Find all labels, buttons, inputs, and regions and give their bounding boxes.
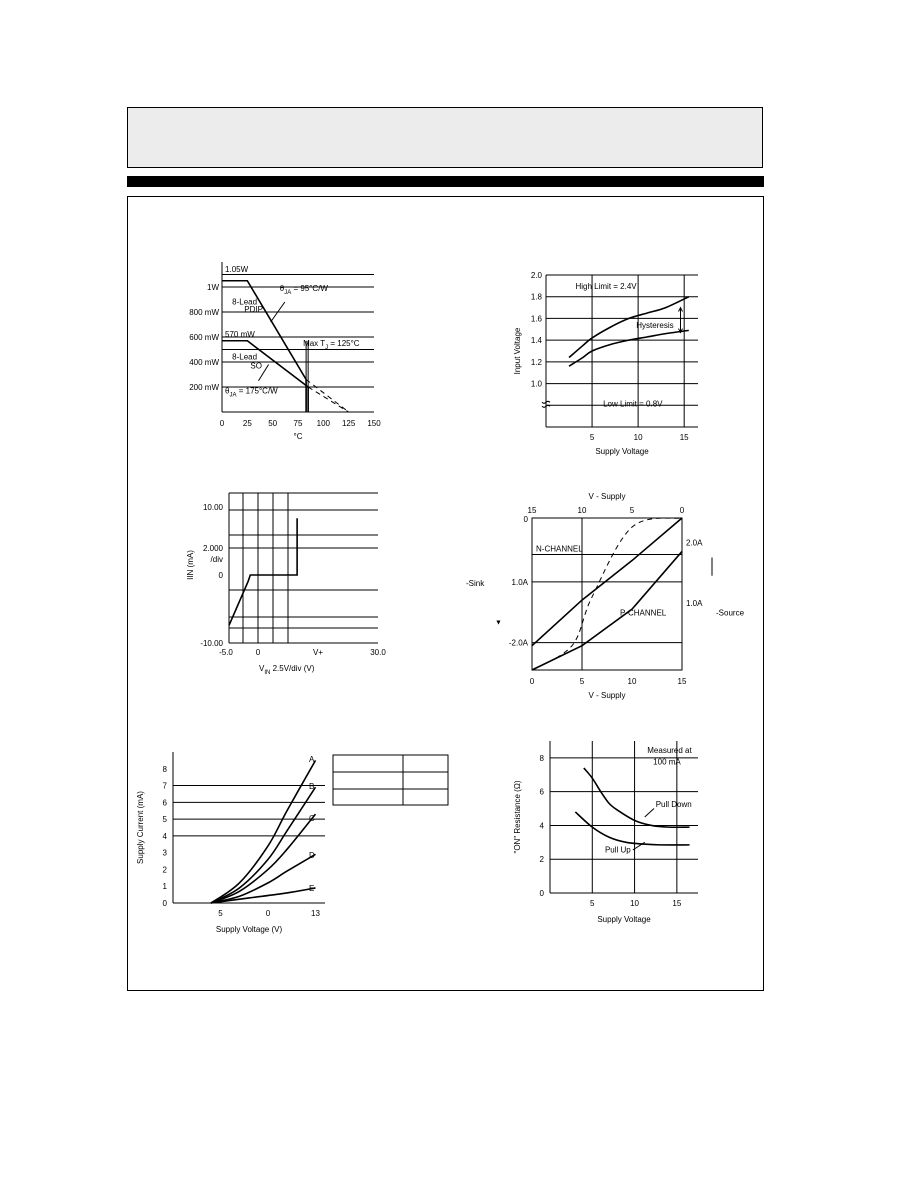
input-threshold-curve-lower: [569, 330, 689, 366]
annotation-8-lead-pdip: 8-Lead: [232, 297, 258, 307]
supply-current-x-tick: 5: [218, 909, 223, 918]
power-derating-y-tick: 1W: [207, 283, 219, 292]
annotation-so: SO: [250, 361, 262, 371]
power-derating-x-tick: 25: [242, 419, 252, 428]
supply-current-y-tick: 7: [162, 781, 167, 791]
on-resistance-y-tick: 8: [539, 753, 544, 763]
output-current-x2-label: V - Supply: [588, 492, 626, 501]
on-resistance-x-label: Supply Voltage: [597, 915, 651, 924]
power-derating-x-tick: 75: [293, 419, 303, 428]
supply-current-curve-C: [211, 814, 316, 903]
input-current-y-label: IIN (mA): [186, 550, 195, 580]
output-current-x2-tick: 0: [679, 506, 685, 515]
annotation-570mw: 570 mW: [225, 330, 255, 339]
input-threshold-annotation: Hysteresis: [636, 321, 674, 331]
output-current-x2-tick: 10: [577, 506, 587, 515]
supply-current-y-tick: 1: [162, 882, 167, 892]
power-derating-curve: [222, 341, 308, 412]
output-current-dashed-curve: [532, 518, 682, 670]
on-resistance-x-tick: 15: [672, 899, 682, 908]
input-current-x-tick: 0: [255, 648, 261, 657]
power-derating-chart: [189, 262, 381, 441]
output-current-x-label: V - Supply: [588, 691, 626, 700]
output-current-source-label: -Source: [716, 608, 745, 618]
output-current-right-tick: 2.0A: [686, 538, 703, 548]
input-threshold-x-tick: 15: [679, 433, 689, 442]
annotation-theta-175: $\theta_{JA} = 175^\circ C/W$: [225, 386, 278, 399]
on-resistance-y-label: "ON" Resistance (Ω): [513, 780, 522, 854]
input-current-y-tick: 10.00: [202, 503, 223, 512]
power-derating-x-label: °C: [293, 432, 303, 441]
on-resistance-y-tick: 0: [539, 889, 544, 898]
supply-current-series-label: C: [309, 814, 315, 823]
power-derating-y-tick: 200 mW: [189, 383, 219, 392]
on-resistance-y-tick: 6: [539, 787, 544, 797]
input-current-x-tick: -5.0: [219, 648, 233, 657]
power-derating-x-tick: 125: [341, 419, 356, 428]
supply-current-y-tick: 3: [162, 848, 167, 858]
supply-current-y-tick: 5: [162, 815, 167, 825]
on-resistance-y-tick: 4: [539, 821, 544, 831]
output-current-annotation: P-CHANNEL: [620, 608, 667, 618]
on-resistance-chart: [513, 741, 698, 924]
input-threshold-y-tick: 1.2: [530, 357, 542, 367]
output-current-frame: [532, 518, 682, 670]
input-current-y-tick: -10.00: [200, 639, 223, 648]
power-derating-x-tick: 0: [219, 419, 225, 428]
supply-current-x-tick: 0: [265, 909, 271, 918]
power-derating-x-tick: 150: [367, 419, 381, 428]
input-threshold-y-tick: 1.4: [530, 336, 542, 346]
annotation-1-05w: 1.05W: [225, 265, 249, 274]
input-threshold-chart: [513, 271, 698, 456]
annotation-8-lead-so: 8-Lead: [232, 352, 258, 362]
supply-current-y-label: Supply Current (mA): [136, 791, 145, 864]
on-resistance-x-tick: 5: [590, 899, 595, 908]
power-derating-curve: [308, 387, 349, 412]
annotation-max-tj: Max $T_J = 125^\circ C$: [303, 338, 360, 351]
supply-current-x-tick: 13: [311, 909, 320, 918]
supply-current-y-tick: 6: [162, 798, 167, 808]
output-current-x-tick: 0: [529, 677, 535, 686]
supply-current-series-label: D: [309, 851, 315, 860]
power-derating-curve: [306, 380, 349, 413]
supply-current-curve-A: [211, 760, 316, 903]
on-resistance-annotation: Measured at: [647, 745, 692, 755]
on-resistance-x-tick: 10: [630, 899, 640, 908]
pull-down-arrow: [645, 809, 654, 817]
input-current-y-tick: /div: [210, 555, 223, 564]
input-current-y-tick: 0: [218, 571, 223, 580]
supply-current-series-label: A: [309, 755, 315, 764]
input-threshold-x-tick: 10: [633, 433, 643, 442]
annotation-theta-95: $\theta_{JA} = 95^\circ C/W$: [279, 283, 328, 296]
output-current-x2-tick: 15: [527, 506, 537, 515]
power-derating-y-tick: 400 mW: [189, 358, 219, 367]
input-threshold-annotation: Low Limit = 0.8V: [603, 399, 663, 409]
output-current-x-tick: 5: [579, 677, 585, 686]
output-current-y-tick: -2.0A: [508, 638, 528, 648]
output-current-right-tick: 1.0A: [686, 599, 703, 609]
output-current-chart: [466, 492, 745, 700]
output-current-x2-tick: 5: [629, 506, 635, 515]
power-derating-y-tick: 800 mW: [189, 308, 219, 317]
on-resistance-annotation: 100 mA: [653, 757, 681, 767]
annotation-pdip: PDIP: [244, 305, 263, 314]
supply-current-y-tick: 0: [162, 899, 167, 908]
supply-current-series-label: B: [309, 782, 315, 791]
output-current-y-tick: 0: [523, 515, 528, 524]
condition-table: [333, 755, 448, 805]
on-resistance-annotation: Pull Down: [655, 799, 692, 809]
input-threshold-y-tick: 1.6: [530, 314, 542, 324]
input-threshold-x-tick: 5: [589, 433, 595, 442]
output-current-x-tick: 15: [677, 677, 687, 686]
on-resistance-curve-pull-down: [584, 768, 690, 827]
input-threshold-y-tick: 1.8: [530, 292, 542, 302]
power-derating-y-tick: 600 mW: [189, 333, 219, 342]
output-current-sink-label: -Sink: [466, 578, 485, 588]
input-current-x-tick: V+: [312, 648, 324, 657]
supply-current-series-label: E: [309, 884, 315, 893]
supply-current-x-label: Supply Voltage (V): [215, 925, 283, 934]
input-current-y-tick: 2.000: [202, 544, 223, 553]
supply-current-chart: [136, 752, 448, 934]
input-current-chart: [186, 493, 386, 676]
output-current-x-tick: 10: [627, 677, 637, 686]
supply-current-y-tick: 8: [162, 764, 167, 774]
input-threshold-annotation: High Limit = 2.4V: [575, 282, 637, 292]
input-current-x-label: $V_{IN}$ 2.5V/div (V): [259, 664, 315, 676]
input-threshold-y-label: Input Voltage: [513, 327, 522, 375]
supply-current-y-tick: 2: [162, 865, 167, 875]
output-current-y-tick: 1.0A: [511, 577, 528, 587]
output-current-annotation: N-CHANNEL: [536, 544, 583, 554]
supply-current-y-tick: 4: [162, 831, 167, 841]
output-current-marker: ▼: [495, 619, 502, 627]
on-resistance-annotation: Pull Up: [604, 845, 631, 855]
input-threshold-x-label: Supply Voltage: [595, 447, 649, 456]
on-resistance-y-tick: 2: [539, 855, 544, 865]
input-current-x-tick: 30.0: [370, 648, 386, 657]
power-derating-x-tick: 100: [316, 419, 331, 428]
input-threshold-y-tick: 2.0: [530, 271, 542, 280]
input-threshold-y-tick: 1.0: [530, 379, 542, 389]
input-current-curve: [229, 518, 297, 625]
power-derating-x-tick: 50: [268, 419, 278, 428]
